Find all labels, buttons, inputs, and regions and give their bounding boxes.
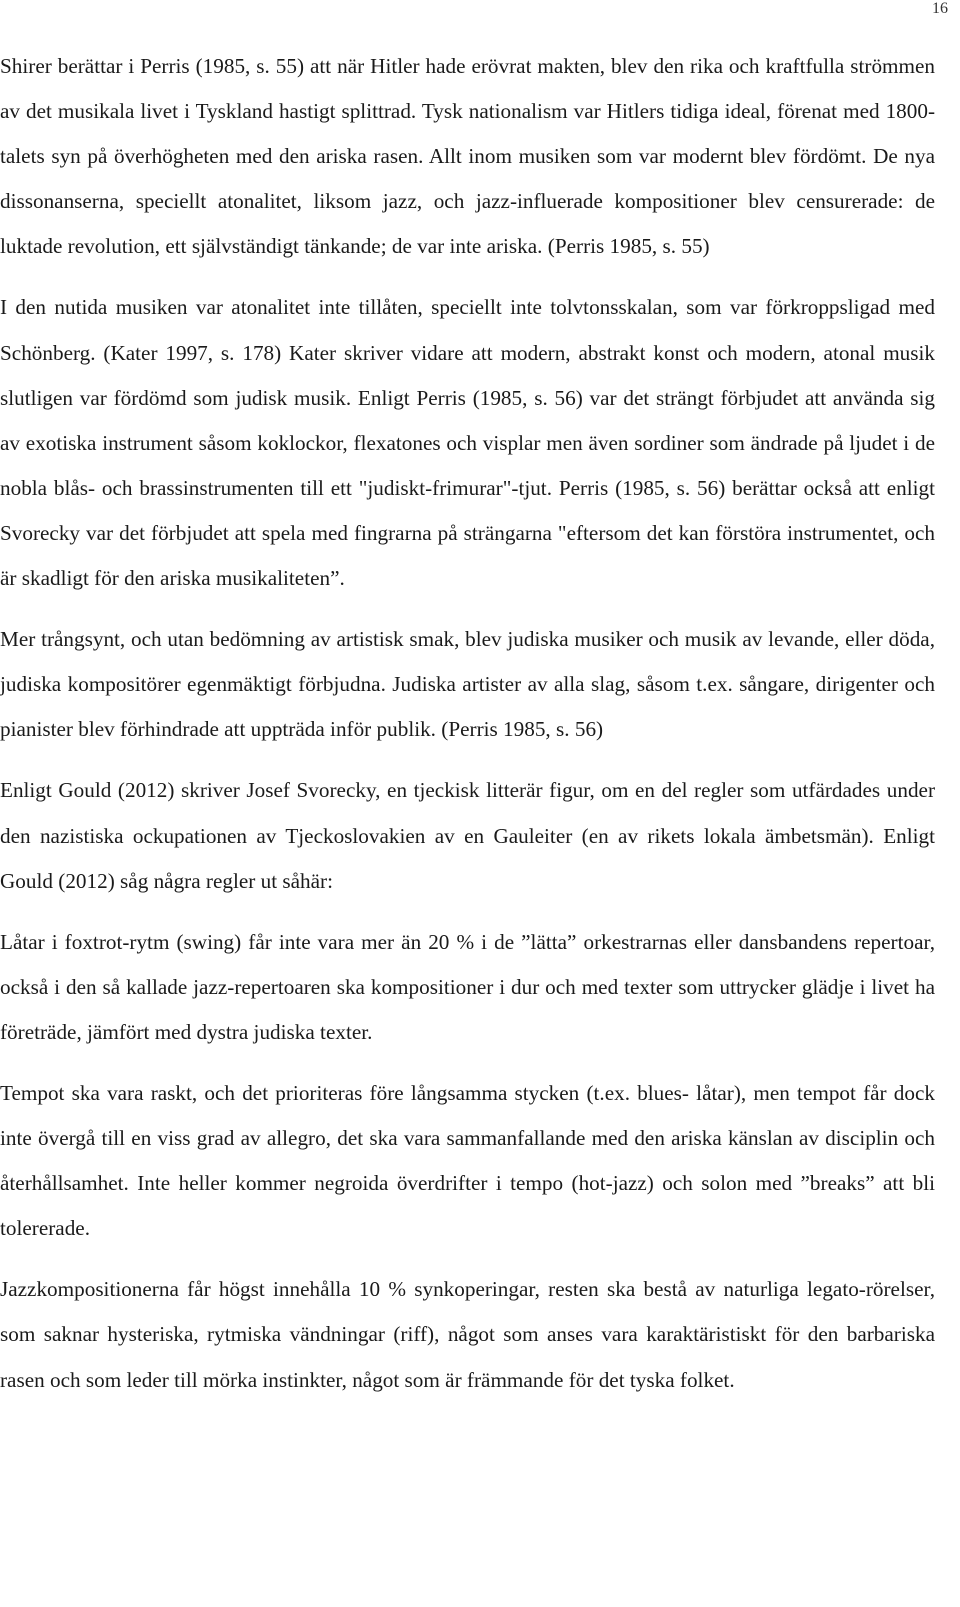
paragraph-svorecky-rules-intro: Enligt Gould (2012) skriver Josef Svorecky, en tjeckisk litterär figur, om en del regler som utfärdades under den nazistiska ockupationen av Tjeckoslovakien av en Gauleiter (en av rikets lokala ämbetsmän). Enligt Gould (2012) såg några regler ut såhär: <box>0 778 935 893</box>
paragraph-jewish-musicians: Mer trångsynt, och utan bedömning av artistisk smak, blev judiska musiker och musik av levande, eller döda, judiska kompositörer egenmäktigt förbjudna. Judiska artister av alla slag, såsom t.ex. sångare, dirigenter och pianister blev förhindrade att uppträda inför publik. (Perris 1985, s. 56) <box>0 627 935 742</box>
page-number: 16 <box>932 0 948 17</box>
paragraph-hitler-music: Shirer berättar i Perris (1985, s. 55) att när Hitler hade erövrat makten, blev den rika och kraftfulla strömmen av det musikala livet i Tyskland hastigt splittrad. Tysk nationalism var Hitlers tidiga ideal, förenat med 1800-talets syn på överhögheten med den ariska rasen. Allt inom musiken som var modernt blev fördömt. De nya dissonanserna, speciellt atonalitet, liksom jazz, och jazz-influerade kompositioner blev censurerade: de luktade revolution, ett självständigt tänkande; de var inte ariska. (Perris 1985, s. 55) <box>0 54 935 259</box>
paragraph-rule-tempo: Tempot ska vara raskt, och det prioriteras före långsamma stycken (t.ex. blues- låtar), men tempot får dock inte övergå till en viss grad av allegro, det ska vara sammanfallande med den ariska känslan av disciplin och återhållsamhet. Inte heller kommer negroida överdrifter i tempo (hot-jazz) och solon med ”breaks” att bli tolererade. <box>0 1080 935 1241</box>
paragraph-atonality-ban: I den nutida musiken var atonalitet inte tillåten, speciellt inte tolvtonsskalan, som var förkroppsligad med Schönberg. (Kater 1997, s. 178) Kater skriver vidare att modern, abstrakt konst och modern, atonal musik slutligen var fördömd som judisk musik. Enligt Perris (1985, s. 56) var det strängt förbjudet att använda sig av exotiska instrument såsom koklockor, flexatones och visplar men även sordiner som ändrade på ljudet i de nobla blås- och brassinstrumenten till ett "judiskt-frimurar"-tjut. Perris (1985, s. 56) berättar också att enligt Svorecky var det förbjudet att spela med fingrarna på strängarna "eftersom det kan förstöra instrumentet, och är skadligt för den ariska musikaliteten”. <box>0 295 935 591</box>
document-body <box>0 44 935 1403</box>
paragraph-rule-foxtrot: Låtar i foxtrot-rytm (swing) får inte vara mer än 20 % i de ”lätta” orkestrarnas eller dansbandens repertoar, också i den så kallade jazz-repertoaren ska kompositioner i dur och med texter som uttrycker glädje i livet ha företräde, jämfört med dystra judiska texter. <box>0 929 935 1044</box>
paragraph-rule-syncopation: Jazzkompositionerna får högst innehålla 10 % synkoperingar, resten ska bestå av naturliga legato-rörelser, som saknar hysteriska, rytmiska vändningar (riff), något som anses vara karaktäristiskt för den barbariska rasen och som leder till mörka instinkter, något som är främmande för det tyska folket. <box>0 1277 935 1392</box>
